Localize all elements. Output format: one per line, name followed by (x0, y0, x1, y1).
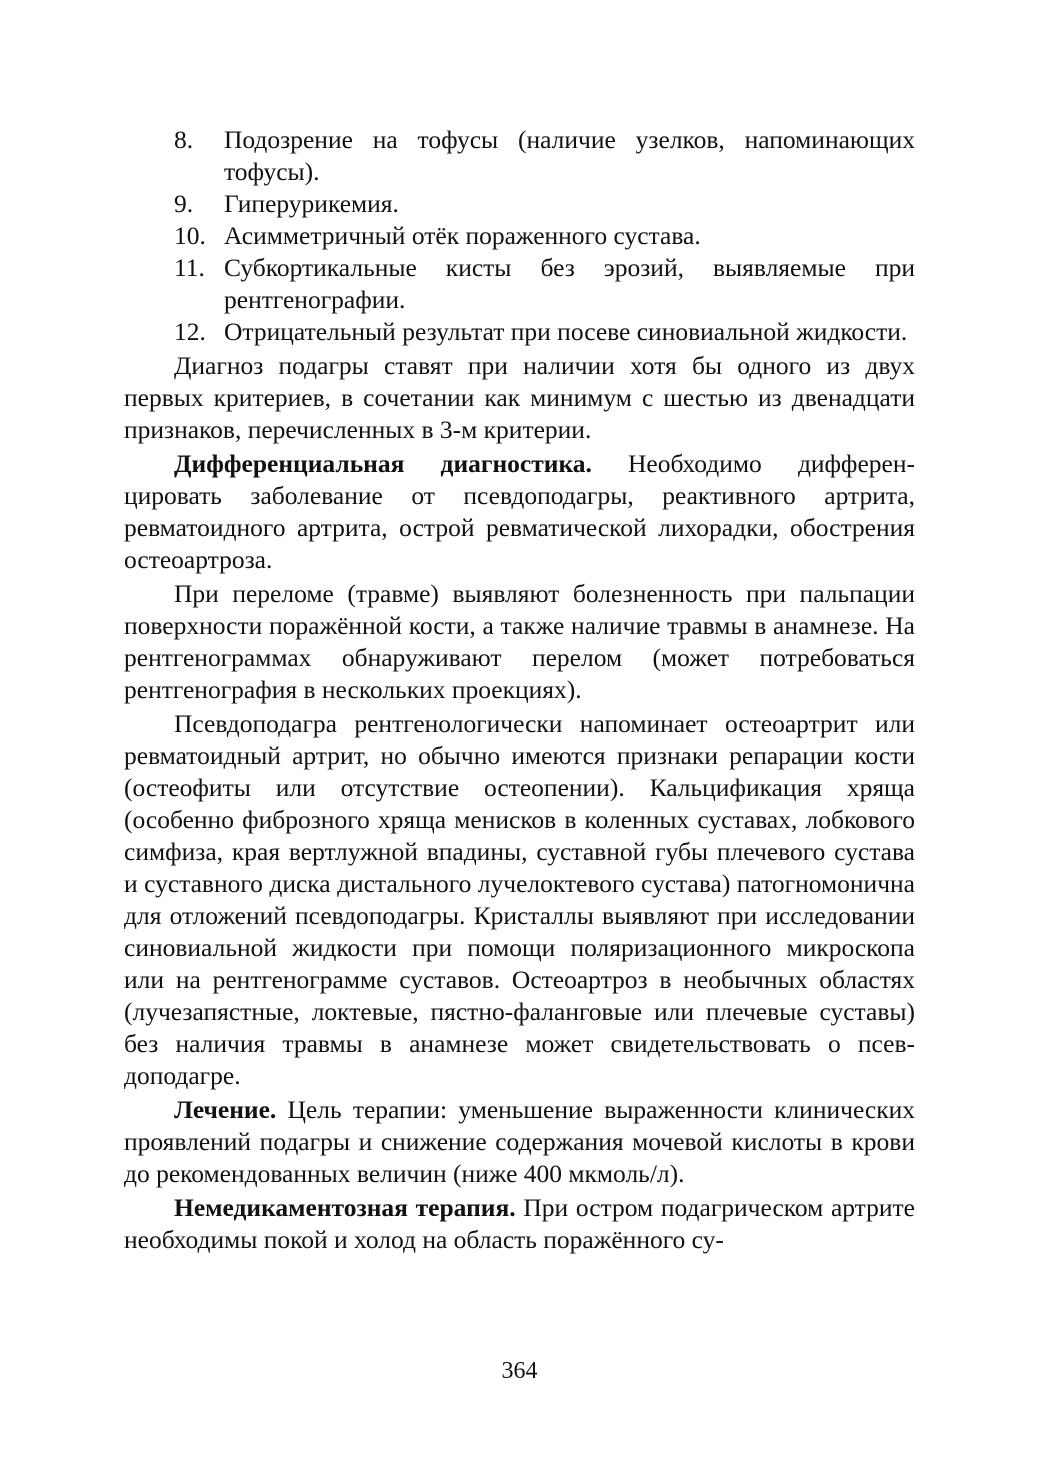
list-item-number: 8. (174, 125, 194, 154)
paragraph-differential-diagnosis (124, 448, 915, 576)
list-item-text: Субкортикальные кисты без эрозий, выявляемые при рентгенографии. (224, 253, 915, 314)
list-item-text: Гиперурикемия. (224, 189, 399, 218)
paragraph-diagnosis: Диагноз подагры ставят при наличии хотя бы одного из двух первых критериев, в сочетании как минимум с шестью из двенадцати признаков, перечисленных в 3-м критерии. (124, 351, 915, 444)
list-item-text: Подозрение на тофусы (наличие узелков, напоминающих тофусы). (224, 125, 915, 186)
treatment-text: Цель терапии: уменьшение выраженности клинических проявлений подагры и снижение содержания мочевой кислоты в крови до рекомендованных величин (ниже 400 мкмоль/л). (124, 1095, 915, 1188)
treatment-heading: Лечение. (174, 1095, 277, 1124)
differential-diagnosis-text: Необходимо дифференцировать заболевание от псевдоподагры, реактивного артрита, ревматоидного артрита, острой ревматической лихорадки, обострения остеоартроза. (124, 449, 915, 574)
list-item (124, 252, 915, 316)
list-item-number: 12. (174, 317, 206, 346)
paragraph-fracture: При переломе (травме) выявляют болезненность при пальпации поверхности поражённой кости, а также наличие травмы в анамнезе. На рентгенограммах обнаруживают перелом (может потребоваться рентгенография в нескольких проекциях). (124, 579, 915, 704)
list-item-number: 11. (174, 253, 205, 282)
list-item (124, 220, 915, 252)
list-item (124, 188, 915, 220)
list-item-number: 10. (174, 221, 206, 250)
list-item (124, 316, 915, 348)
paragraph-pseudogout: Псевдоподагра рентгенологически напоминает остеоартрит или ревматоидный артрит, но обычно имеются признаки репарации кости (остеофиты или отсутствие остеопении). Кальцификация хряща (особенно фиброзного хряща менисков в коленных суставах, лобкового симфиза, края вертлужной впадины, суставной губы плечевого сустава и суставного диска дистального лучелоктевого сустава) патогномонична для отложений псевдоподагры. Кристаллы выявляют при исследовании синовиальной жидкости при помощи поляризационного микроскопа или на рентгенограмме суставов. Остеоартроз в необычных областях (лучезапястные, локтевые, пястно-фаланговые или плечевые суставы) без наличия травмы в анамнезе может свидетельствовать о псевдоподагре. (124, 709, 915, 1090)
nondrug-therapy-heading: Немедикаментозная терапия. (174, 1193, 516, 1222)
nondrug-therapy-text: При остром подагрическом артрите необходимы покой и холод на область поражённого су- (124, 1193, 915, 1254)
criteria-list (124, 124, 915, 348)
paragraph-treatment (124, 1094, 915, 1190)
list-item-text: Асимметричный отёк пораженного сустава. (224, 221, 701, 250)
page-number: 364 (501, 1358, 538, 1384)
differential-diagnosis-heading: Дифференциальная диагностика. (174, 449, 592, 478)
page-body (124, 124, 915, 1256)
list-item-text: Отрицательный результат при посеве синовиальной жидкости. (224, 317, 908, 346)
list-item-number: 9. (174, 189, 194, 218)
list-item (124, 124, 915, 188)
paragraph-nondrug-therapy (124, 1192, 915, 1256)
